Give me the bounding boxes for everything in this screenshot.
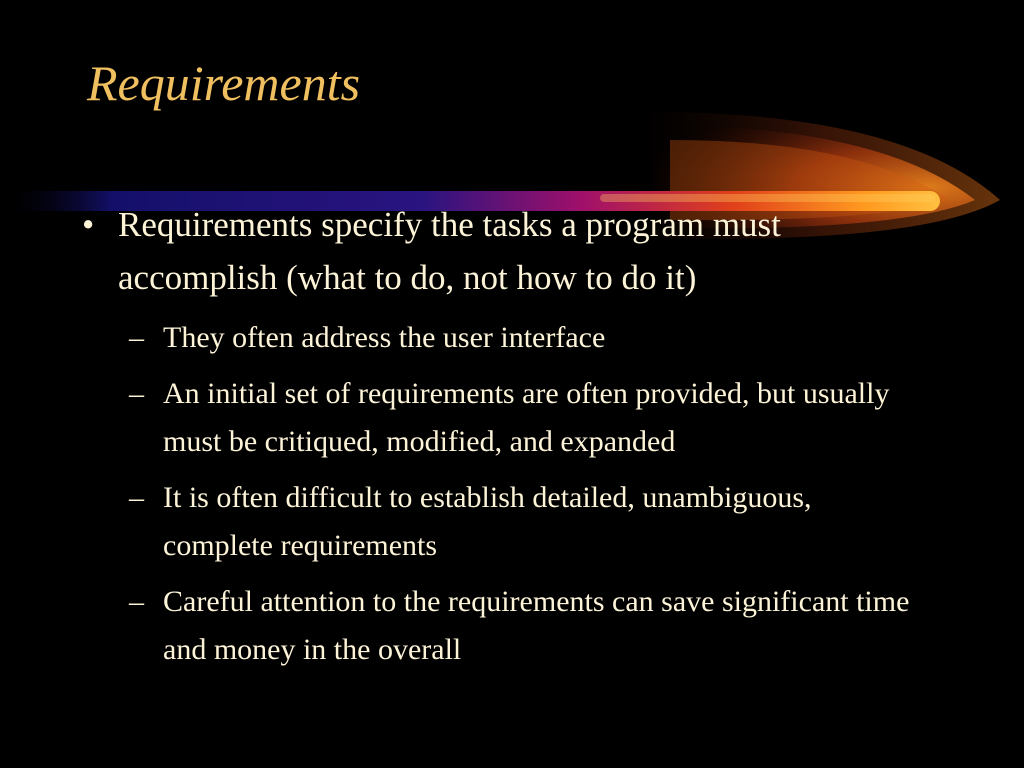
main-bullet: [82, 198, 928, 304]
sub-bullet: [129, 314, 923, 362]
slide-title: Requirements: [87, 55, 361, 111]
sub-bullet-list: [0, 314, 1024, 674]
sub-bullet-marker: –: [129, 377, 144, 410]
sub-bullet: [129, 370, 923, 466]
slide-content: [0, 198, 1024, 682]
sub-bullet: [129, 474, 923, 570]
sub-bullet-text: An initial set of requirements are often provided, but usually must be critiqued, modified, and expanded: [163, 377, 890, 458]
sub-bullet-marker: –: [129, 321, 144, 354]
sub-bullet-text: Careful attention to the requirements can save significant time and money in the overall: [163, 585, 910, 666]
sub-bullet-text: They often address the user interface: [163, 321, 606, 354]
sub-bullet-marker: –: [129, 585, 144, 618]
sub-bullet: [129, 578, 923, 674]
main-bullet-text: Requirements specify the tasks a program must accomplish (what to do, not how to do it): [118, 205, 781, 297]
sub-bullet-marker: –: [129, 481, 144, 514]
bullet-marker: •: [82, 205, 95, 244]
sub-bullet-text: It is often difficult to establish detailed, unambiguous, complete requirements: [163, 481, 812, 562]
